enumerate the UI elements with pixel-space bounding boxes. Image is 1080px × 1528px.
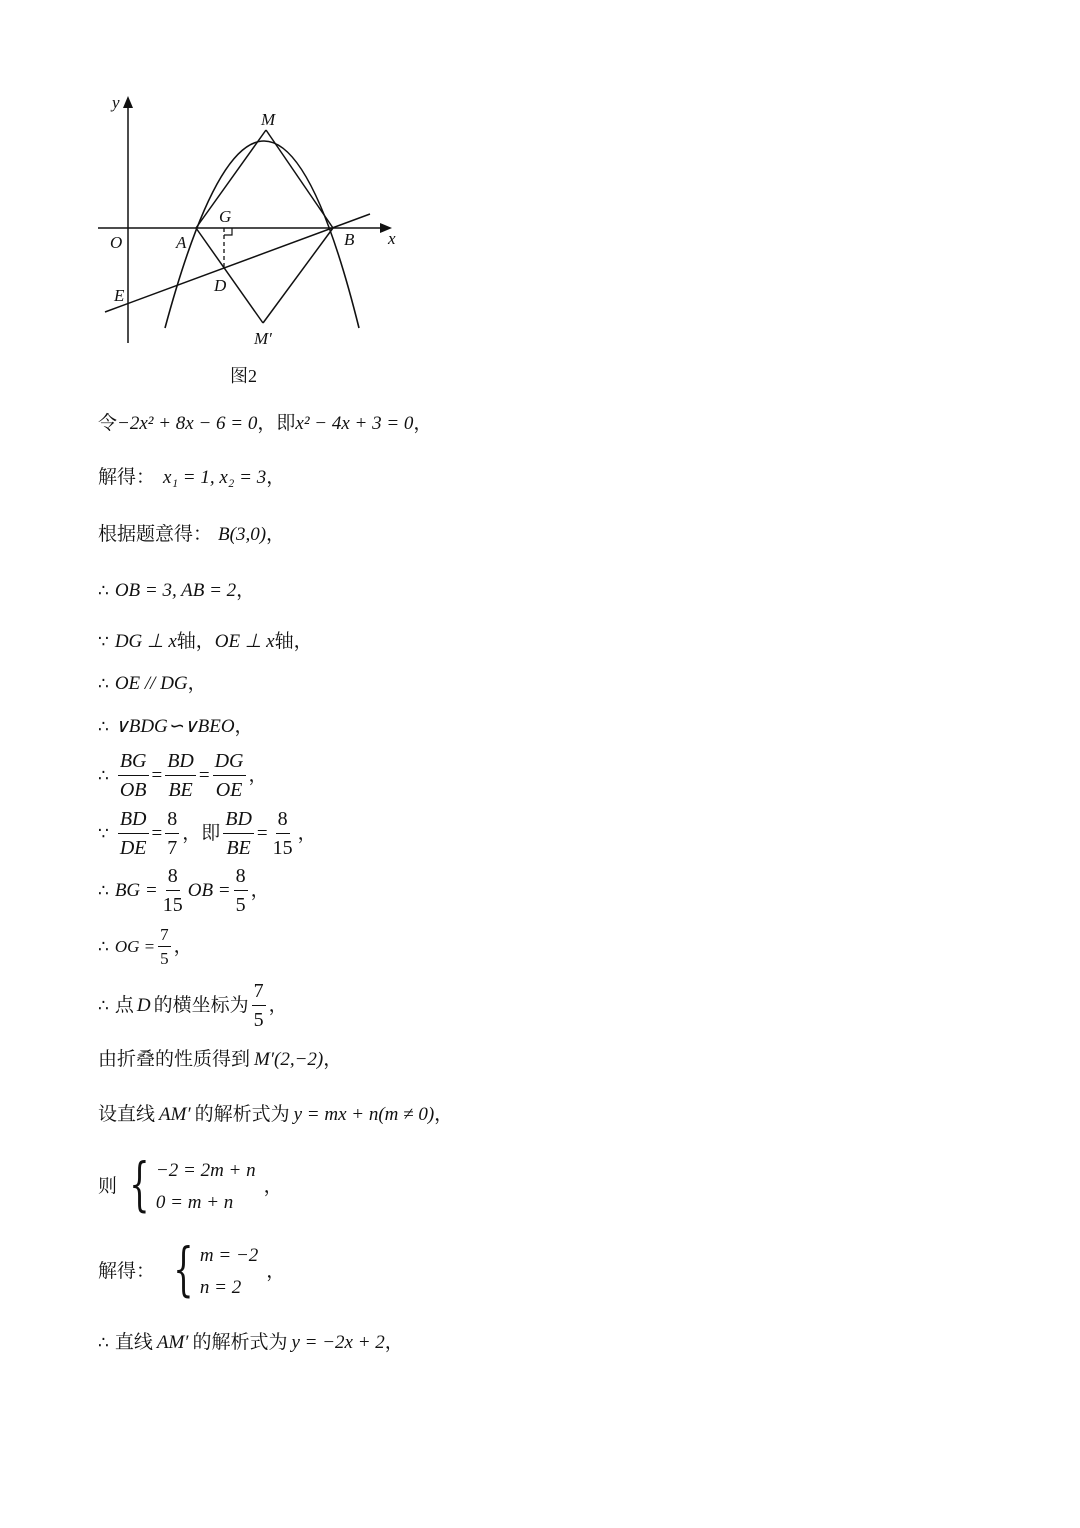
step-1 bbox=[98, 409, 432, 439]
step-12-t2: 的横坐标为 bbox=[153, 994, 249, 1016]
fraction-denominator: OB bbox=[119, 779, 147, 801]
step-15-lead: 则 bbox=[98, 1176, 118, 1197]
therefore-symbol: ∴ bbox=[98, 995, 109, 1016]
segment-AMprime bbox=[196, 228, 263, 323]
fraction-denominator: 5 bbox=[160, 949, 169, 968]
step-3 bbox=[98, 520, 285, 550]
parabola-curve bbox=[165, 141, 359, 328]
step-11 bbox=[98, 924, 193, 969]
step-10-tail: ， bbox=[250, 879, 270, 901]
equals-sign: = bbox=[151, 764, 163, 786]
step-17-mid: 的解析式为 bbox=[192, 1332, 288, 1353]
system-row-1: m = −2 bbox=[199, 1245, 259, 1266]
step-1-tail: ， bbox=[413, 413, 433, 434]
fraction-BD-DE bbox=[118, 806, 149, 861]
step-17-point: AM′ bbox=[156, 1332, 189, 1353]
fraction-8-15 bbox=[271, 806, 295, 861]
step-4-eq: OB = 3, AB = 2 bbox=[114, 580, 237, 601]
fraction-denominator: 15 bbox=[272, 837, 293, 859]
equals-sign: = bbox=[198, 764, 210, 786]
fraction-7-5 bbox=[252, 978, 266, 1033]
therefore-symbol: ∴ bbox=[98, 765, 109, 786]
step-13-eq: M′(2,−2) bbox=[254, 1049, 324, 1070]
label-O: O bbox=[110, 233, 123, 252]
label-D: D bbox=[214, 276, 227, 295]
step-10 bbox=[98, 863, 270, 918]
step-2 bbox=[98, 463, 285, 493]
step-17-eq: y = −2x + 2 bbox=[291, 1332, 385, 1353]
step-8-tail: ， bbox=[248, 764, 268, 786]
system-row-2: n = 2 bbox=[199, 1277, 242, 1298]
step-9-tail: ， bbox=[297, 822, 317, 844]
fraction-8-5 bbox=[234, 863, 248, 918]
step-15 bbox=[98, 1150, 283, 1219]
step-13-tail: ， bbox=[323, 1049, 343, 1070]
step-14-eq: y = mx + n(m ≠ 0) bbox=[293, 1104, 435, 1125]
label-A: A bbox=[176, 233, 187, 252]
fraction-8-15 bbox=[161, 863, 185, 918]
figure-caption: 图2 bbox=[230, 366, 257, 386]
step-4 bbox=[98, 576, 255, 606]
step-14-point: AM′ bbox=[159, 1104, 191, 1125]
parabola-figure bbox=[90, 88, 410, 358]
right-angle-mark bbox=[224, 228, 232, 235]
system-rows bbox=[156, 1155, 256, 1219]
fraction-numerator: BD bbox=[165, 748, 196, 776]
step-2-eq: x₁ = 1, x₂ = 3 bbox=[163, 467, 267, 488]
because-symbol: ∵ bbox=[98, 632, 109, 652]
step-16-lead: 解得： bbox=[98, 1261, 156, 1282]
step-1-mid: ，即 bbox=[257, 413, 296, 434]
fraction-denominator: BE bbox=[168, 779, 193, 801]
segment-MB bbox=[266, 130, 333, 228]
step-5-t2: 轴， bbox=[274, 631, 313, 652]
fraction-DG-OE bbox=[213, 748, 246, 803]
step-12 bbox=[98, 978, 288, 1033]
label-y: y bbox=[112, 93, 120, 112]
equals-sign: = bbox=[151, 822, 163, 844]
step-8 bbox=[98, 748, 268, 803]
therefore-symbol: ∴ bbox=[98, 581, 109, 601]
fraction-denominator: 5 bbox=[235, 894, 246, 916]
segment-MprimeB bbox=[263, 228, 333, 323]
step-11-tail: ， bbox=[173, 935, 193, 957]
fraction-denominator: 15 bbox=[162, 894, 183, 916]
step-2-tail: ， bbox=[266, 467, 286, 488]
fraction-numerator: 8 bbox=[234, 863, 248, 891]
fraction-8-7 bbox=[165, 806, 179, 861]
step-14-lead: 设直线 bbox=[98, 1104, 156, 1125]
left-brace: { bbox=[173, 1235, 194, 1303]
fraction-BD-BE bbox=[223, 806, 254, 861]
fraction-numerator: BD bbox=[118, 806, 149, 834]
fraction-numerator: 8 bbox=[166, 863, 180, 891]
fraction-denominator: 7 bbox=[167, 837, 178, 859]
left-brace: { bbox=[129, 1150, 150, 1218]
step-7 bbox=[98, 712, 254, 742]
step-1-eq2: x² − 4x + 3 = 0 bbox=[295, 413, 414, 434]
fraction-denominator: DE bbox=[119, 837, 147, 859]
fraction-7-5 bbox=[158, 924, 171, 969]
step-2-lead: 解得： bbox=[98, 467, 156, 488]
step-17-t1: 直线 bbox=[114, 1332, 153, 1353]
solution-system bbox=[165, 1235, 259, 1304]
fraction-numerator: BG bbox=[118, 748, 149, 776]
step-17-tail: ， bbox=[384, 1332, 404, 1353]
fraction-BD-BE bbox=[165, 748, 196, 803]
fraction-numerator: 7 bbox=[158, 924, 171, 947]
fraction-numerator: DG bbox=[213, 748, 246, 776]
step-6 bbox=[98, 669, 207, 699]
system-row-1: −2 = 2m + n bbox=[155, 1160, 256, 1181]
fraction-denominator: OE bbox=[215, 779, 243, 801]
step-6-eq: OE // DG bbox=[114, 673, 188, 694]
fraction-BG-OB bbox=[118, 748, 149, 803]
step-14 bbox=[98, 1100, 453, 1130]
fraction-numerator: 8 bbox=[165, 806, 179, 834]
step-10-mid: OB = bbox=[187, 879, 231, 901]
fraction-numerator: BD bbox=[223, 806, 254, 834]
fraction-numerator: 7 bbox=[252, 978, 266, 1006]
therefore-symbol: ∴ bbox=[98, 674, 109, 694]
step-14-tail: ， bbox=[434, 1104, 454, 1125]
step-5 bbox=[98, 627, 313, 657]
step-13 bbox=[98, 1045, 342, 1075]
step-11-lhs: OG = bbox=[114, 936, 156, 956]
therefore-symbol: ∴ bbox=[98, 717, 109, 737]
step-17 bbox=[98, 1328, 404, 1358]
label-M: M bbox=[261, 110, 276, 129]
step-3-lead: 根据题意得： bbox=[98, 524, 213, 545]
therefore-symbol: ∴ bbox=[98, 880, 109, 901]
step-1-lead: 令 bbox=[98, 413, 118, 434]
step-7-eq: ∨BDG∽∨BEO bbox=[114, 716, 235, 737]
step-7-tail: ， bbox=[234, 716, 254, 737]
therefore-symbol: ∴ bbox=[98, 936, 109, 957]
step-14-mid: 的解析式为 bbox=[194, 1104, 290, 1125]
label-x: x bbox=[388, 229, 396, 248]
step-9-mid: ，即 bbox=[182, 822, 221, 844]
fraction-numerator: 8 bbox=[276, 806, 290, 834]
step-16 bbox=[98, 1235, 286, 1304]
equation-system bbox=[121, 1150, 256, 1219]
step-1-eq1: −2x² + 8x − 6 = 0 bbox=[117, 413, 258, 434]
label-B: B bbox=[344, 230, 355, 249]
fraction-denominator: 5 bbox=[253, 1009, 264, 1031]
step-9 bbox=[98, 806, 317, 861]
step-6-tail: ， bbox=[187, 673, 207, 694]
label-G: G bbox=[219, 207, 232, 226]
therefore-symbol: ∴ bbox=[98, 1333, 109, 1353]
label-M-prime: M′ bbox=[254, 329, 272, 348]
step-4-tail: ， bbox=[236, 580, 256, 601]
step-5-eq1: DG ⊥ x bbox=[114, 631, 177, 652]
step-16-tail: ， bbox=[266, 1261, 286, 1282]
system-rows bbox=[200, 1240, 258, 1304]
step-12-t1: 点 bbox=[114, 994, 134, 1016]
fraction-denominator: BE bbox=[226, 837, 251, 859]
y-axis-arrow bbox=[123, 96, 133, 108]
step-12-tail: ， bbox=[268, 994, 288, 1016]
label-E: E bbox=[114, 286, 125, 305]
step-10-lhs: BG = bbox=[114, 879, 158, 901]
step-3-eq: B(3,0) bbox=[218, 524, 267, 545]
step-5-eq2: OE ⊥ x bbox=[214, 631, 275, 652]
step-13-lead: 由折叠的性质得到 bbox=[98, 1049, 251, 1070]
because-symbol: ∵ bbox=[98, 823, 109, 844]
step-15-tail: ， bbox=[263, 1176, 283, 1197]
step-5-t1: 轴， bbox=[176, 631, 215, 652]
system-row-2: 0 = m + n bbox=[155, 1192, 234, 1213]
equals-sign: = bbox=[256, 822, 268, 844]
figure-svg bbox=[90, 88, 410, 358]
step-12-point: D bbox=[136, 994, 151, 1016]
step-3-tail: ， bbox=[266, 524, 286, 545]
